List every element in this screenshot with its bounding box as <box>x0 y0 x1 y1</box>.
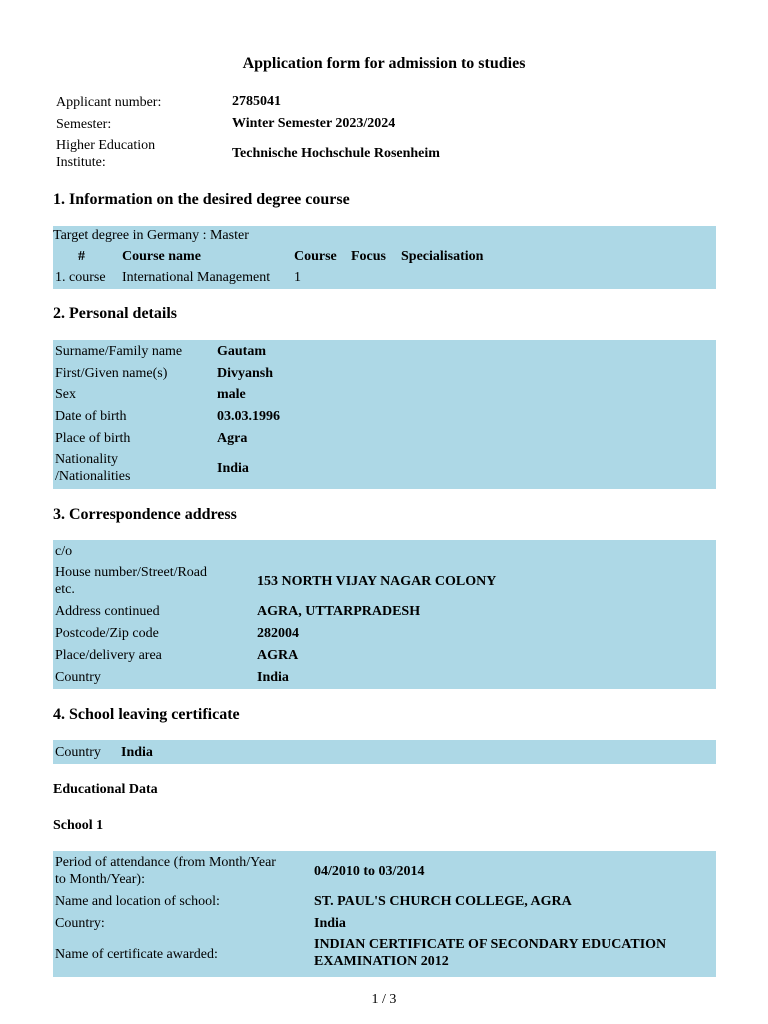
dob-value: 03.03.1996 <box>217 409 280 424</box>
sex-label: Sex <box>55 387 76 402</box>
dob-label: Date of birth <box>55 409 127 424</box>
course-row-course: 1 <box>294 270 301 285</box>
place-of-birth-value: Agra <box>217 431 248 446</box>
nationality-value: India <box>217 461 249 476</box>
certificate-country-label: Country <box>55 745 101 760</box>
nationality-label-line2: /Nationalities <box>55 469 131 484</box>
school-country-value: India <box>314 916 346 931</box>
personal-details-box <box>53 340 716 489</box>
given-name-value: Divyansh <box>217 366 274 381</box>
target-degree: Target degree in Germany : Master <box>53 228 249 243</box>
house-label-line1: House number/Street/Road <box>55 565 208 580</box>
house-value: 153 NORTH VIJAY NAGAR COLONY <box>257 574 497 589</box>
section-1-heading: 1. Information on the desired degree course <box>53 191 350 208</box>
co-label: c/o <box>55 544 73 559</box>
address-country-value: India <box>257 670 289 685</box>
semester-label: Semester: <box>56 117 112 132</box>
page-indicator: 1 / 3 <box>371 992 397 1007</box>
institute-label-line2: Institute: <box>56 155 106 170</box>
place-of-birth-label: Place of birth <box>55 431 131 446</box>
delivery-area-label: Place/delivery area <box>55 648 162 663</box>
school-details-box <box>53 851 716 977</box>
given-name-label: First/Given name(s) <box>55 366 168 381</box>
house-label <box>55 564 207 598</box>
surname-value: Gautam <box>217 344 266 359</box>
degree-course-box <box>53 226 716 289</box>
period-value: 04/2010 to 03/2014 <box>314 864 425 879</box>
nationality-label <box>55 451 130 485</box>
school-name-value: ST. PAUL'S CHURCH COLLEGE, AGRA <box>314 894 572 909</box>
surname-label: Surname/Family name <box>55 344 183 359</box>
correspondence-address-box <box>53 540 716 689</box>
section-3-heading: 3. Correspondence address <box>53 506 237 523</box>
address-continued-label: Address continued <box>55 604 160 619</box>
applicant-number-value: 2785041 <box>232 94 281 109</box>
applicant-number-label: Applicant number: <box>56 95 162 110</box>
certificate-label: Name of certificate awarded: <box>55 947 218 962</box>
nationality-label-line1: Nationality <box>55 452 118 467</box>
delivery-area-value: AGRA <box>257 648 299 663</box>
course-row-number: 1. course <box>55 270 106 285</box>
col-number-header: # <box>78 249 85 264</box>
period-label-line2: to Month/Year): <box>55 872 145 887</box>
section-2-heading: 2. Personal details <box>53 305 177 322</box>
sex-value: male <box>217 387 246 402</box>
school-country-label: Country: <box>55 916 105 931</box>
col-focus-header: Focus <box>351 249 386 264</box>
address-country-label: Country <box>55 670 101 685</box>
institute-value: Technische Hochschule Rosenheim <box>232 146 440 161</box>
col-course-name-header: Course name <box>122 249 201 264</box>
educational-data-heading: Educational Data <box>53 782 158 797</box>
institute-label <box>56 137 206 171</box>
address-continued-value: AGRA, UTTARPRADESH <box>257 604 421 619</box>
section-4-heading: 4. School leaving certificate <box>53 706 240 723</box>
school-name-label: Name and location of school: <box>55 894 220 909</box>
certificate-value <box>314 936 714 970</box>
col-specialisation-header: Specialisation <box>401 249 484 264</box>
school-1-heading: School 1 <box>53 818 104 833</box>
institute-label-line1: Higher Education <box>56 138 156 153</box>
postcode-value: 282004 <box>257 626 299 641</box>
house-label-line2: etc. <box>55 582 75 597</box>
semester-value: Winter Semester 2023/2024 <box>232 116 396 131</box>
certificate-country-box <box>53 740 716 764</box>
period-label-line1: Period of attendance (from Month/Year <box>55 855 276 870</box>
course-row-name: International Management <box>122 270 271 285</box>
certificate-value-line1: INDIAN CERTIFICATE OF SECONDARY EDUCATION <box>314 937 667 952</box>
postcode-label: Postcode/Zip code <box>55 626 159 641</box>
page-title: Application form for admission to studies <box>242 55 526 72</box>
period-label <box>55 854 276 888</box>
col-course-header: Course <box>294 249 337 264</box>
certificate-value-line2: EXAMINATION 2012 <box>314 954 449 969</box>
certificate-country-value: India <box>121 745 153 760</box>
